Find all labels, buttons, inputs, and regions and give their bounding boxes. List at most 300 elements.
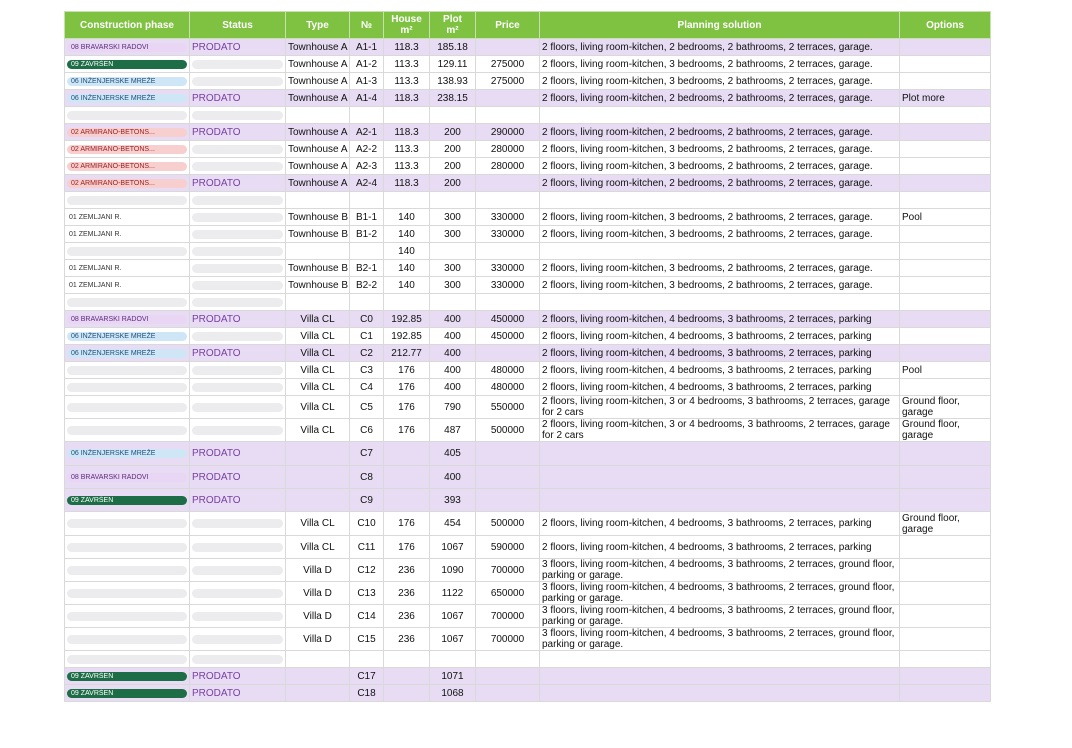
type-cell: Villa D — [286, 628, 350, 651]
status-cell[interactable] — [190, 651, 286, 668]
phase-cell[interactable] — [65, 107, 190, 124]
status-cell[interactable] — [190, 56, 286, 73]
phase-cell[interactable] — [65, 362, 190, 379]
options-cell — [900, 141, 991, 158]
number-cell: C18 — [350, 685, 384, 702]
phase-badge[interactable]: 08 BRAVARSKI RADOVI — [67, 473, 187, 482]
header-status: Status — [190, 12, 286, 39]
phase-cell[interactable] — [65, 512, 190, 536]
type-cell: Villa CL — [286, 345, 350, 362]
house-area-cell — [384, 685, 430, 702]
header-plot-area — [430, 12, 476, 39]
phase-cell[interactable] — [65, 559, 190, 582]
planning-solution-cell: 3 floors, living room-kitchen, 4 bedrooms, 3 bathrooms, 2 terraces, ground floor, parking or garage. — [540, 628, 900, 651]
status-cell[interactable] — [190, 628, 286, 651]
status-cell[interactable] — [190, 379, 286, 396]
table-row — [65, 396, 991, 419]
table-row — [65, 362, 991, 379]
status-dropdown[interactable] — [192, 247, 283, 256]
planning-solution-cell: 2 floors, living room-kitchen, 3 bedrooms, 2 bathrooms, 2 terraces, garage. — [540, 158, 900, 175]
table-row — [65, 141, 991, 158]
plot-area-cell: 487 — [430, 419, 476, 442]
price-cell: 500000 — [476, 419, 540, 442]
header-number: № — [350, 12, 384, 39]
plot-area-cell: 1090 — [430, 559, 476, 582]
table-row — [65, 226, 991, 243]
planning-solution-cell — [540, 466, 900, 489]
status-dropdown[interactable] — [192, 566, 283, 575]
type-cell: Villa CL — [286, 328, 350, 345]
phase-cell[interactable] — [65, 628, 190, 651]
phase-badge[interactable] — [67, 403, 187, 412]
phase-badge[interactable]: 06 INŽENJERSKE MREŽE — [67, 349, 187, 358]
price-cell: 450000 — [476, 328, 540, 345]
status-cell[interactable] — [190, 396, 286, 419]
planning-solution-cell: 2 floors, living room-kitchen, 2 bedrooms, 2 bathrooms, 2 terraces, garage. — [540, 175, 900, 192]
phase-badge[interactable] — [67, 366, 187, 375]
number-cell: A2-1 — [350, 124, 384, 141]
house-area-cell: 140 — [384, 277, 430, 294]
type-cell: Townhouse A — [286, 158, 350, 175]
phase-cell[interactable] — [65, 311, 190, 328]
house-area-cell: 113.3 — [384, 158, 430, 175]
status-cell[interactable] — [190, 243, 286, 260]
status-dropdown[interactable] — [192, 264, 283, 273]
price-cell — [476, 294, 540, 311]
phase-badge[interactable] — [67, 247, 187, 256]
type-cell: Villa D — [286, 582, 350, 605]
table-row — [65, 559, 991, 582]
house-area-cell: 212.77 — [384, 345, 430, 362]
planning-solution-cell — [540, 651, 900, 668]
price-cell: 330000 — [476, 277, 540, 294]
phase-badge[interactable] — [67, 612, 187, 621]
price-cell: 330000 — [476, 260, 540, 277]
phase-badge[interactable]: 09 ZAVRŠEN — [67, 672, 187, 681]
house-area-cell: 118.3 — [384, 175, 430, 192]
status-cell[interactable] — [190, 419, 286, 442]
number-cell: A2-4 — [350, 175, 384, 192]
planning-solution-cell: 2 floors, living room-kitchen, 2 bedrooms, 2 bathrooms, 2 terraces, garage. — [540, 39, 900, 56]
table-row — [65, 73, 991, 90]
status-dropdown[interactable] — [192, 111, 283, 120]
table-row — [65, 277, 991, 294]
status-dropdown[interactable] — [192, 230, 283, 239]
planning-solution-cell — [540, 294, 900, 311]
phase-badge[interactable]: 06 INŽENJERSKE MREŽE — [67, 94, 187, 103]
status-dropdown[interactable] — [192, 612, 283, 621]
status-cell[interactable] — [190, 158, 286, 175]
house-area-cell — [384, 668, 430, 685]
header-construction-phase: Construction phase — [65, 12, 190, 39]
type-cell — [286, 107, 350, 124]
type-cell: Villa CL — [286, 362, 350, 379]
number-cell: C10 — [350, 512, 384, 536]
status-cell[interactable] — [190, 294, 286, 311]
status-cell[interactable] — [190, 39, 286, 56]
phase-badge[interactable]: 06 INŽENJERSKE MREŽE — [67, 77, 187, 86]
phase-badge[interactable]: 09 ZAVRŠEN — [67, 496, 187, 505]
phase-cell[interactable] — [65, 56, 190, 73]
phase-cell[interactable] — [65, 379, 190, 396]
planning-solution-cell: 2 floors, living room-kitchen, 3 or 4 bedrooms, 3 bathrooms, 2 terraces, garage for 2 cars — [540, 419, 900, 442]
plot-area-cell: 1067 — [430, 536, 476, 559]
status-dropdown[interactable] — [192, 298, 283, 307]
house-area-cell: 236 — [384, 605, 430, 628]
price-cell — [476, 243, 540, 260]
status-dropdown[interactable] — [192, 383, 283, 392]
status-dropdown[interactable] — [192, 145, 283, 154]
phase-badge[interactable] — [67, 519, 187, 528]
phase-cell[interactable] — [65, 141, 190, 158]
status-dropdown[interactable] — [192, 60, 283, 69]
price-cell — [476, 107, 540, 124]
type-cell: Villa CL — [286, 379, 350, 396]
planning-solution-cell: 2 floors, living room-kitchen, 4 bedrooms, 3 bathrooms, 2 terraces, parking — [540, 379, 900, 396]
number-cell: C6 — [350, 419, 384, 442]
options-cell — [900, 328, 991, 345]
phase-cell[interactable] — [65, 345, 190, 362]
options-cell — [900, 73, 991, 90]
phase-cell[interactable] — [65, 605, 190, 628]
planning-solution-cell: 2 floors, living room-kitchen, 3 bedrooms, 2 bathrooms, 2 terraces, garage. — [540, 277, 900, 294]
house-area-cell: 192.85 — [384, 311, 430, 328]
status-cell[interactable] — [190, 512, 286, 536]
phase-cell[interactable] — [65, 226, 190, 243]
type-cell: Townhouse A — [286, 124, 350, 141]
phase-badge[interactable]: 01 ZEMLJANI R. — [69, 281, 122, 289]
phase-cell[interactable] — [65, 419, 190, 442]
number-cell: A2-3 — [350, 158, 384, 175]
status-dropdown[interactable] — [192, 332, 283, 341]
plot-area-cell — [430, 192, 476, 209]
type-cell: Townhouse A — [286, 73, 350, 90]
house-area-cell: 118.3 — [384, 39, 430, 56]
status-dropdown[interactable] — [192, 655, 283, 664]
plot-area-cell: 200 — [430, 124, 476, 141]
status-dropdown[interactable] — [192, 635, 283, 644]
type-cell: Townhouse A — [286, 39, 350, 56]
planning-solution-cell: 3 floors, living room-kitchen, 4 bedrooms, 3 bathrooms, 2 terraces, ground floor, parking or garage. — [540, 559, 900, 582]
plot-area-cell: 200 — [430, 158, 476, 175]
status-cell[interactable] — [190, 107, 286, 124]
status-dropdown[interactable] — [192, 543, 283, 552]
phase-badge[interactable] — [67, 543, 187, 552]
phase-cell[interactable] — [65, 243, 190, 260]
phase-cell[interactable] — [65, 466, 190, 489]
plot-area-cell: 405 — [430, 442, 476, 466]
options-cell: Ground floor, garage — [900, 419, 991, 442]
status-dropdown[interactable] — [192, 366, 283, 375]
house-area-cell: 176 — [384, 419, 430, 442]
house-area-cell — [384, 442, 430, 466]
phase-badge[interactable]: 01 ZEMLJANI R. — [69, 230, 122, 238]
phase-badge[interactable] — [67, 383, 187, 392]
phase-badge[interactable]: 06 INŽENJERSKE MREŽE — [67, 332, 187, 341]
header-house-area — [384, 12, 430, 39]
type-cell: Townhouse A — [286, 141, 350, 158]
plot-area-cell: 1071 — [430, 668, 476, 685]
table-row — [65, 628, 991, 651]
house-area-cell: 113.3 — [384, 73, 430, 90]
planning-solution-cell — [540, 489, 900, 512]
plot-area-cell: 1067 — [430, 628, 476, 651]
house-area-cell: 140 — [384, 260, 430, 277]
phase-cell[interactable] — [65, 90, 190, 107]
number-cell: A1-4 — [350, 90, 384, 107]
options-cell — [900, 536, 991, 559]
price-cell — [476, 39, 540, 56]
price-cell: 330000 — [476, 209, 540, 226]
house-area-cell: 176 — [384, 536, 430, 559]
price-cell: 500000 — [476, 512, 540, 536]
status-cell[interactable] — [190, 73, 286, 90]
price-cell: 330000 — [476, 226, 540, 243]
phase-cell[interactable] — [65, 651, 190, 668]
options-cell — [900, 226, 991, 243]
status-value: PRODATO — [192, 92, 241, 104]
status-cell[interactable] — [190, 466, 286, 489]
table-row — [65, 192, 991, 209]
planning-solution-cell: 2 floors, living room-kitchen, 4 bedrooms, 3 bathrooms, 2 terraces, parking — [540, 512, 900, 536]
planning-solution-cell — [540, 192, 900, 209]
planning-solution-cell: 3 floors, living room-kitchen, 4 bedrooms, 3 bathrooms, 2 terraces, ground floor, parking or garage. — [540, 582, 900, 605]
table-row — [65, 107, 991, 124]
phase-badge[interactable]: 06 INŽENJERSKE MREŽE — [67, 449, 187, 458]
phase-cell[interactable] — [65, 209, 190, 226]
planning-solution-cell — [540, 685, 900, 702]
status-dropdown[interactable] — [192, 281, 283, 290]
house-area-cell: 176 — [384, 379, 430, 396]
planning-solution-cell — [540, 107, 900, 124]
plot-area-cell — [430, 107, 476, 124]
status-cell[interactable] — [190, 124, 286, 141]
number-cell: C8 — [350, 466, 384, 489]
price-cell — [476, 489, 540, 512]
planning-solution-cell: 2 floors, living room-kitchen, 2 bedrooms, 2 bathrooms, 2 terraces, garage. — [540, 90, 900, 107]
table-row — [65, 175, 991, 192]
plot-area-cell: 1122 — [430, 582, 476, 605]
status-cell[interactable] — [190, 175, 286, 192]
type-cell — [286, 442, 350, 466]
status-dropdown[interactable] — [192, 403, 283, 412]
phase-badge[interactable]: 09 ZAVRŠEN — [67, 689, 187, 698]
price-cell — [476, 466, 540, 489]
number-cell: C4 — [350, 379, 384, 396]
type-cell: Villa CL — [286, 311, 350, 328]
table-body — [65, 39, 991, 702]
planning-solution-cell: 2 floors, living room-kitchen, 3 bedrooms, 2 bathrooms, 2 terraces, garage. — [540, 56, 900, 73]
planning-solution-cell: 2 floors, living room-kitchen, 3 bedrooms, 2 bathrooms, 2 terraces, garage. — [540, 73, 900, 90]
status-cell[interactable] — [190, 277, 286, 294]
phase-badge[interactable]: 09 ZAVRŠEN — [67, 60, 187, 69]
phase-badge[interactable]: 01 ZEMLJANI R. — [69, 264, 122, 272]
table-row — [65, 124, 991, 141]
phase-cell[interactable] — [65, 489, 190, 512]
phase-badge[interactable]: 08 BRAVARSKI RADOVI — [67, 43, 187, 52]
price-cell — [476, 175, 540, 192]
type-cell: Townhouse B — [286, 277, 350, 294]
phase-badge[interactable]: 02 ARMIRANO-BETONS... — [67, 179, 187, 188]
phase-badge[interactable]: 08 BRAVARSKI RADOVI — [67, 315, 187, 324]
phase-badge[interactable] — [67, 566, 187, 575]
units-table — [64, 11, 991, 702]
phase-cell[interactable] — [65, 668, 190, 685]
phase-badge[interactable] — [67, 298, 187, 307]
price-cell: 590000 — [476, 536, 540, 559]
house-area-cell — [384, 466, 430, 489]
phase-cell[interactable] — [65, 175, 190, 192]
house-area-cell — [384, 489, 430, 512]
status-cell[interactable] — [190, 141, 286, 158]
planning-solution-cell: 2 floors, living room-kitchen, 4 bedrooms, 3 bathrooms, 2 terraces, parking — [540, 311, 900, 328]
status-dropdown[interactable] — [192, 426, 283, 435]
options-cell — [900, 628, 991, 651]
options-cell — [900, 559, 991, 582]
table-row — [65, 243, 991, 260]
status-cell[interactable] — [190, 90, 286, 107]
header-house-unit: m² — [400, 25, 413, 36]
status-cell[interactable] — [190, 489, 286, 512]
phase-badge[interactable] — [67, 196, 187, 205]
status-dropdown[interactable] — [192, 77, 283, 86]
number-cell: C9 — [350, 489, 384, 512]
table-row — [65, 328, 991, 345]
type-cell — [286, 685, 350, 702]
phase-cell[interactable] — [65, 442, 190, 466]
options-cell — [900, 260, 991, 277]
status-cell[interactable] — [190, 559, 286, 582]
phase-cell[interactable] — [65, 396, 190, 419]
status-cell[interactable] — [190, 536, 286, 559]
number-cell: C14 — [350, 605, 384, 628]
status-dropdown[interactable] — [192, 519, 283, 528]
status-cell[interactable] — [190, 685, 286, 702]
status-cell[interactable] — [190, 209, 286, 226]
phase-badge[interactable] — [67, 111, 187, 120]
phase-cell[interactable] — [65, 124, 190, 141]
phase-badge[interactable] — [67, 589, 187, 598]
price-cell — [476, 90, 540, 107]
price-cell: 700000 — [476, 559, 540, 582]
number-cell: A1-2 — [350, 56, 384, 73]
planning-solution-cell — [540, 243, 900, 260]
phase-badge[interactable] — [67, 426, 187, 435]
phase-badge[interactable]: 02 ARMIRANO-BETONS... — [67, 162, 187, 171]
status-dropdown[interactable] — [192, 213, 283, 222]
options-cell — [900, 582, 991, 605]
price-cell: 275000 — [476, 56, 540, 73]
phase-badge[interactable]: 02 ARMIRANO-BETONS... — [67, 128, 187, 137]
status-cell[interactable] — [190, 605, 286, 628]
header-plot-unit: m² — [446, 25, 459, 36]
house-area-cell: 140 — [384, 226, 430, 243]
phase-cell[interactable] — [65, 582, 190, 605]
options-cell — [900, 685, 991, 702]
options-cell: Plot more — [900, 90, 991, 107]
phase-cell[interactable] — [65, 685, 190, 702]
phase-cell[interactable] — [65, 73, 190, 90]
status-cell[interactable] — [190, 582, 286, 605]
status-cell[interactable] — [190, 260, 286, 277]
status-cell[interactable] — [190, 668, 286, 685]
options-cell — [900, 158, 991, 175]
phase-cell[interactable] — [65, 260, 190, 277]
options-cell — [900, 311, 991, 328]
table-row — [65, 605, 991, 628]
phase-cell[interactable] — [65, 328, 190, 345]
options-cell — [900, 56, 991, 73]
phase-cell[interactable] — [65, 277, 190, 294]
plot-area-cell — [430, 651, 476, 668]
number-cell: B1-2 — [350, 226, 384, 243]
status-cell[interactable] — [190, 192, 286, 209]
status-dropdown[interactable] — [192, 589, 283, 598]
status-cell[interactable] — [190, 328, 286, 345]
price-cell — [476, 192, 540, 209]
table-row — [65, 651, 991, 668]
phase-badge[interactable]: 01 ZEMLJANI R. — [69, 213, 122, 221]
status-dropdown[interactable] — [192, 196, 283, 205]
type-cell — [286, 466, 350, 489]
status-cell[interactable] — [190, 362, 286, 379]
status-value: PRODATO — [192, 41, 241, 53]
status-cell[interactable] — [190, 345, 286, 362]
price-cell — [476, 345, 540, 362]
type-cell — [286, 489, 350, 512]
status-dropdown[interactable] — [192, 162, 283, 171]
planning-solution-cell: 2 floors, living room-kitchen, 3 or 4 bedrooms, 3 bathrooms, 2 terraces, garage for 2 cars — [540, 396, 900, 419]
type-cell: Villa CL — [286, 419, 350, 442]
number-cell: C11 — [350, 536, 384, 559]
type-cell: Villa CL — [286, 396, 350, 419]
header-planning-solution: Planning solution — [540, 12, 900, 39]
status-value: PRODATO — [192, 313, 241, 325]
phase-cell[interactable] — [65, 39, 190, 56]
plot-area-cell: 1067 — [430, 605, 476, 628]
type-cell: Townhouse B — [286, 260, 350, 277]
status-cell[interactable] — [190, 442, 286, 466]
status-value: PRODATO — [192, 448, 241, 459]
status-value: PRODATO — [192, 670, 241, 682]
phase-cell[interactable] — [65, 294, 190, 311]
options-cell — [900, 651, 991, 668]
number-cell — [350, 243, 384, 260]
status-value: PRODATO — [192, 177, 241, 189]
table-row — [65, 294, 991, 311]
status-value: PRODATO — [192, 347, 241, 359]
plot-area-cell: 400 — [430, 311, 476, 328]
phase-badge[interactable] — [67, 635, 187, 644]
table-row — [65, 56, 991, 73]
status-cell[interactable] — [190, 226, 286, 243]
options-cell — [900, 294, 991, 311]
phase-badge[interactable]: 02 ARMIRANO-BETONS... — [67, 145, 187, 154]
status-cell[interactable] — [190, 311, 286, 328]
phase-cell[interactable] — [65, 536, 190, 559]
plot-area-cell: 300 — [430, 260, 476, 277]
house-area-cell: 113.3 — [384, 141, 430, 158]
planning-solution-cell: 2 floors, living room-kitchen, 3 bedrooms, 2 bathrooms, 2 terraces, garage. — [540, 209, 900, 226]
phase-badge[interactable] — [67, 655, 187, 664]
phase-cell[interactable] — [65, 192, 190, 209]
house-area-cell: 118.3 — [384, 124, 430, 141]
price-list-sheet — [64, 11, 990, 702]
plot-area-cell: 138.93 — [430, 73, 476, 90]
table-row — [65, 489, 991, 512]
phase-cell[interactable] — [65, 158, 190, 175]
number-cell — [350, 651, 384, 668]
